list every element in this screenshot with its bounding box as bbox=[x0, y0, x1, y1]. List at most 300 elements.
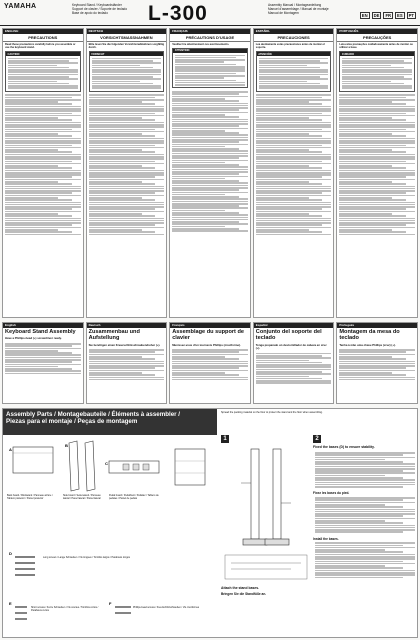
step-1-subheading: Bringen Sie die Standfüße an. bbox=[221, 592, 267, 597]
text-line bbox=[315, 482, 415, 484]
text-line bbox=[339, 199, 406, 201]
band-language: English bbox=[3, 323, 83, 328]
text-line bbox=[339, 97, 406, 99]
text-line bbox=[5, 129, 72, 131]
text-line bbox=[172, 134, 248, 136]
text-line bbox=[89, 176, 156, 178]
part-label-d: Long screws / Lange Schrauben / Vis longues / Tornillos largos / Parafusos longos bbox=[43, 556, 130, 559]
text-line bbox=[315, 574, 415, 576]
text-line bbox=[5, 151, 72, 153]
text-line bbox=[89, 186, 165, 188]
text-line bbox=[172, 189, 239, 191]
manual-title-line: Manuel d'assemblage / Manual de montaje bbox=[268, 7, 329, 12]
text-line bbox=[256, 231, 323, 233]
text-line bbox=[315, 545, 403, 547]
text-line bbox=[339, 361, 415, 363]
text-line bbox=[172, 358, 239, 360]
assembly-headings-band bbox=[2, 322, 418, 404]
text-line bbox=[5, 94, 81, 96]
band-item: Tenha à mão uma chave Phillips (cruz) (+). bbox=[339, 342, 396, 347]
caution-text bbox=[257, 56, 331, 91]
text-line bbox=[256, 97, 323, 99]
text-line bbox=[342, 81, 391, 83]
assembly-heading-fr bbox=[169, 322, 251, 404]
column-title: PRECAUÇÕES bbox=[337, 34, 417, 42]
text-line bbox=[342, 62, 412, 64]
text-line bbox=[339, 161, 406, 163]
text-line bbox=[89, 377, 165, 379]
assembly-heading-es bbox=[253, 322, 335, 404]
caution-box bbox=[172, 48, 248, 88]
text-line bbox=[172, 201, 248, 203]
text-line bbox=[315, 531, 403, 533]
text-line bbox=[5, 208, 72, 210]
text-line bbox=[175, 61, 224, 63]
text-line bbox=[172, 214, 248, 216]
text-line bbox=[92, 78, 162, 80]
assembly-heading-pt bbox=[336, 322, 418, 404]
subtitle-line: Keyboard Stand / Keyboardständer bbox=[72, 3, 122, 7]
text-line bbox=[5, 364, 81, 366]
step-number: 2 bbox=[313, 435, 321, 443]
caution-heading: ATTENTION bbox=[173, 49, 247, 53]
band-title: Keyboard Stand Assembly bbox=[5, 329, 76, 336]
text-line bbox=[256, 126, 332, 128]
text-line bbox=[256, 142, 332, 144]
text-line bbox=[259, 62, 329, 64]
manual-title-line: Manual de Montagem bbox=[268, 11, 299, 16]
lang-badge: ES bbox=[397, 13, 403, 18]
text-line bbox=[172, 379, 248, 381]
precautions-column-pt bbox=[336, 28, 418, 318]
text-line bbox=[256, 151, 323, 153]
text-line bbox=[256, 135, 323, 137]
text-line bbox=[315, 558, 415, 560]
text-line bbox=[89, 113, 156, 115]
text-line bbox=[339, 145, 406, 147]
precautions-columns bbox=[2, 28, 418, 318]
text-line bbox=[315, 479, 415, 481]
text-line bbox=[172, 166, 248, 168]
text-line bbox=[339, 218, 415, 220]
text-line bbox=[172, 150, 248, 152]
text-line bbox=[89, 367, 156, 369]
text-line bbox=[339, 170, 415, 172]
text-line bbox=[8, 87, 78, 89]
header bbox=[0, 0, 420, 26]
step-number: 1 bbox=[221, 435, 229, 443]
text-line bbox=[172, 144, 248, 146]
column-language: PORTUGUÊS bbox=[337, 29, 417, 34]
band-title: Montagem da mesa do teclado bbox=[339, 329, 400, 342]
manual-titles bbox=[268, 3, 329, 15]
text-line bbox=[339, 192, 406, 194]
text-line bbox=[339, 158, 415, 160]
text-line bbox=[5, 119, 72, 121]
text-line bbox=[89, 119, 156, 121]
precautions-column-en bbox=[2, 28, 84, 318]
step-3-text bbox=[313, 541, 417, 580]
text-line bbox=[5, 167, 72, 169]
caution-box bbox=[339, 51, 415, 91]
band-item: Tenga preparado un destornillador de cabeza en cruz (+). bbox=[255, 342, 327, 351]
text-line bbox=[172, 217, 248, 219]
text-line bbox=[339, 377, 415, 379]
text-line bbox=[172, 223, 248, 225]
text-line bbox=[256, 176, 323, 178]
model-number: L-300 bbox=[148, 2, 208, 25]
text-line bbox=[89, 358, 156, 360]
text-line bbox=[339, 142, 415, 144]
text-line bbox=[89, 199, 156, 201]
text-line bbox=[315, 472, 415, 474]
text-line bbox=[256, 199, 323, 201]
text-line bbox=[5, 103, 72, 105]
lang-badge: FR bbox=[385, 13, 392, 18]
column-language: ESPAÑOL bbox=[254, 29, 334, 34]
text-line bbox=[92, 65, 141, 67]
caution-heading: CAUTION bbox=[6, 52, 80, 56]
text-line bbox=[175, 80, 236, 82]
column-title: PRECAUTIONS bbox=[3, 34, 83, 42]
step-2-text-2 bbox=[313, 495, 417, 534]
text-line bbox=[5, 234, 81, 236]
caution-text bbox=[340, 56, 414, 91]
text-line bbox=[92, 62, 162, 64]
text-line bbox=[89, 218, 165, 220]
text-line bbox=[5, 224, 72, 226]
text-line bbox=[89, 215, 156, 217]
text-line bbox=[339, 234, 415, 236]
text-line bbox=[259, 65, 308, 67]
lang-badge: DE bbox=[373, 13, 380, 18]
text-line bbox=[175, 84, 245, 86]
part-label-c: Pedal board / Pedalbrett / Pédalier / Tablero de pedales / Painel de pedais bbox=[109, 494, 159, 500]
pedal-board-illustration bbox=[105, 461, 159, 473]
column-intro: Leia estas precauções cuidadosamente antes de montar ou utilizar a base. bbox=[339, 42, 413, 49]
text-line bbox=[89, 97, 156, 99]
manual-title-line: Assembly Manual / Montageanleitung bbox=[268, 3, 322, 7]
text-line bbox=[256, 208, 323, 210]
text-line bbox=[89, 126, 165, 128]
text-line bbox=[89, 110, 165, 112]
text-line bbox=[339, 135, 406, 137]
precautions-column-de bbox=[86, 28, 168, 318]
brand-logo: YAMAHA bbox=[4, 3, 37, 10]
text-line bbox=[256, 129, 323, 131]
text-line bbox=[5, 126, 81, 128]
part-label-a: Back board / Rückwand / Panneau arrière / Tablero posterior / Painel posterior bbox=[7, 494, 53, 500]
band-text bbox=[3, 341, 83, 376]
text-line bbox=[89, 234, 165, 236]
text-line bbox=[172, 182, 248, 184]
text-line bbox=[315, 577, 403, 579]
text-line bbox=[89, 103, 156, 105]
text-line bbox=[256, 234, 332, 236]
column-title: PRECAUCIONES bbox=[254, 34, 334, 42]
step-1-heading: Attach the stand bases. bbox=[221, 586, 260, 591]
text-line bbox=[259, 81, 308, 83]
text-line bbox=[172, 160, 248, 162]
text-line bbox=[5, 218, 81, 220]
text-line bbox=[5, 348, 81, 350]
text-line bbox=[315, 486, 403, 488]
text-line bbox=[315, 466, 415, 468]
band-title: Assemblage du support de clavier bbox=[172, 329, 244, 342]
text-line bbox=[256, 170, 332, 172]
text-line bbox=[339, 103, 406, 105]
assembly-title-line: Assembly Parts / Montagebauteile / Éléments à assembler / bbox=[6, 411, 181, 418]
text-line bbox=[256, 94, 332, 96]
assembly-heading-en bbox=[2, 322, 84, 404]
long-screws-illustration bbox=[9, 551, 35, 575]
text-line bbox=[256, 145, 323, 147]
text-line bbox=[172, 351, 239, 353]
text-line bbox=[172, 157, 239, 159]
text-line bbox=[5, 176, 72, 178]
caution-box bbox=[5, 51, 81, 91]
text-line bbox=[256, 103, 323, 105]
text-line bbox=[172, 93, 239, 95]
text-line bbox=[339, 379, 415, 381]
text-line bbox=[172, 116, 239, 118]
text-line bbox=[89, 145, 156, 147]
text-line bbox=[339, 351, 406, 353]
text-line bbox=[339, 231, 406, 233]
text-line bbox=[89, 170, 165, 172]
band-item: Sie benötigen einen Kreuzschlitzschraubendreher (+). bbox=[88, 342, 161, 347]
text-line bbox=[8, 78, 78, 80]
text-line bbox=[5, 215, 72, 217]
text-line bbox=[89, 142, 165, 144]
text-line bbox=[339, 208, 406, 210]
text-line bbox=[92, 71, 162, 73]
precautions-column-fr bbox=[169, 28, 251, 318]
text-line bbox=[172, 198, 248, 200]
text-line bbox=[256, 366, 332, 368]
text-line bbox=[315, 506, 403, 508]
lang-badge: EN bbox=[361, 13, 368, 18]
svg-text:B: B bbox=[65, 443, 68, 448]
assembly-parts-title bbox=[3, 409, 217, 435]
text-line bbox=[339, 358, 406, 360]
text-line bbox=[256, 215, 323, 217]
text-line bbox=[172, 192, 248, 194]
precautions-column-es bbox=[253, 28, 335, 318]
band-language: Deutsch bbox=[87, 323, 167, 328]
text-line bbox=[89, 135, 156, 137]
text-line bbox=[89, 167, 156, 169]
text-line bbox=[315, 551, 403, 553]
text-line bbox=[172, 100, 239, 102]
svg-text:A: A bbox=[9, 447, 12, 452]
text-line bbox=[339, 129, 406, 131]
text-line bbox=[256, 183, 323, 185]
text-line bbox=[89, 192, 156, 194]
band-text bbox=[254, 351, 334, 386]
column-intro: Lea atentamente estas precauciones antes de montar el soporte. bbox=[255, 42, 325, 49]
text-line bbox=[339, 113, 406, 115]
text-line bbox=[172, 125, 239, 127]
band-text bbox=[337, 348, 417, 383]
text-line bbox=[315, 509, 415, 511]
text-line bbox=[315, 454, 403, 456]
text-line bbox=[315, 525, 415, 527]
text-line bbox=[342, 65, 391, 67]
precautions-text bbox=[3, 93, 83, 237]
text-line bbox=[339, 186, 415, 188]
text-line bbox=[315, 463, 415, 465]
text-line bbox=[5, 186, 81, 188]
text-line bbox=[339, 183, 406, 185]
text-line bbox=[5, 192, 72, 194]
text-line bbox=[89, 231, 156, 233]
text-line bbox=[89, 208, 156, 210]
step-3-heading: Install the bases. bbox=[313, 536, 339, 541]
text-line bbox=[5, 110, 81, 112]
assembly-section bbox=[2, 408, 418, 638]
text-line bbox=[5, 370, 81, 372]
text-line bbox=[5, 183, 72, 185]
text-line bbox=[172, 367, 239, 369]
part-label-b: Side board / Seitenwand / Panneau latéral / Panel lateral / Painel lateral bbox=[63, 494, 101, 500]
text-line bbox=[175, 70, 245, 72]
text-line bbox=[92, 81, 141, 83]
precautions-text bbox=[337, 93, 417, 237]
band-text bbox=[170, 348, 250, 383]
text-line bbox=[256, 202, 332, 204]
text-line bbox=[259, 78, 329, 80]
side-board-illustration bbox=[65, 441, 95, 491]
text-line bbox=[256, 119, 323, 121]
text-line bbox=[256, 167, 323, 169]
text-line bbox=[339, 167, 406, 169]
text-line bbox=[339, 94, 415, 96]
text-line bbox=[339, 367, 406, 369]
text-line bbox=[172, 176, 248, 178]
column-language: ENGLISH bbox=[3, 29, 83, 34]
assembly-title-line: Piezas para el montaje / Peças de montagem bbox=[6, 418, 138, 426]
precautions-text bbox=[87, 93, 167, 237]
phillips-screws-illustration bbox=[109, 601, 131, 613]
text-line bbox=[175, 64, 236, 66]
caution-heading: CUIDADO bbox=[340, 52, 414, 56]
band-language: Português bbox=[337, 323, 417, 328]
text-line bbox=[339, 176, 406, 178]
column-intro: Veuillez lire attentivement ces avertissements. bbox=[172, 42, 230, 46]
text-line bbox=[89, 129, 156, 131]
step-2-text bbox=[313, 450, 417, 489]
text-line bbox=[172, 207, 248, 209]
svg-text:C: C bbox=[105, 461, 108, 466]
text-line bbox=[315, 561, 403, 563]
text-line bbox=[8, 62, 78, 64]
text-line bbox=[89, 224, 156, 226]
text-line bbox=[259, 87, 329, 89]
band-item: Munissez-vous d'un tournevis Phillips (cruciforme). bbox=[172, 342, 241, 347]
short-screws-illustration bbox=[9, 601, 27, 619]
text-line bbox=[5, 97, 72, 99]
text-line bbox=[89, 361, 165, 363]
band-text bbox=[87, 348, 167, 383]
text-line bbox=[92, 87, 162, 89]
back-board-illustration bbox=[9, 447, 53, 473]
subtitle-line: Support de clavier / Soporte de teclado bbox=[72, 7, 128, 12]
text-line bbox=[8, 65, 57, 67]
caution-text bbox=[6, 56, 80, 91]
text-line bbox=[256, 158, 332, 160]
text-line bbox=[89, 202, 165, 204]
text-line bbox=[172, 377, 248, 379]
text-line bbox=[256, 218, 332, 220]
column-language: DEUTSCH bbox=[87, 29, 167, 34]
text-line bbox=[172, 119, 248, 121]
text-line bbox=[5, 161, 72, 163]
text-line bbox=[5, 142, 81, 144]
caution-text bbox=[173, 53, 247, 88]
band-language: Français bbox=[170, 323, 250, 328]
assembly-heading-de bbox=[86, 322, 168, 404]
text-line bbox=[256, 161, 323, 163]
text-line bbox=[8, 71, 78, 73]
text-line bbox=[172, 109, 239, 111]
text-line bbox=[339, 126, 415, 128]
text-line bbox=[175, 77, 224, 79]
column-language: FRANÇAIS bbox=[170, 29, 250, 34]
caution-box bbox=[89, 51, 165, 91]
text-line bbox=[5, 145, 72, 147]
column-intro: Read these precautions carefully before you assemble or use the keyboard stand. bbox=[5, 42, 76, 49]
text-line bbox=[339, 110, 415, 112]
product-subtitles bbox=[72, 3, 127, 15]
text-line bbox=[5, 354, 81, 356]
lang-badge: PT bbox=[408, 13, 414, 18]
text-line bbox=[315, 515, 403, 517]
text-line bbox=[89, 183, 156, 185]
text-line bbox=[8, 81, 57, 83]
text-line bbox=[256, 357, 332, 359]
step-2-subheading: Fixez les bases du pied. bbox=[313, 491, 350, 496]
text-line bbox=[172, 141, 239, 143]
text-line bbox=[172, 173, 239, 175]
band-title: Conjunto del soporte del teclado bbox=[255, 329, 322, 342]
text-line bbox=[342, 71, 412, 73]
text-line bbox=[89, 374, 156, 376]
text-line bbox=[256, 373, 332, 375]
text-line bbox=[259, 71, 329, 73]
text-line bbox=[342, 87, 412, 89]
svg-text:F: F bbox=[109, 601, 112, 606]
text-line bbox=[89, 161, 156, 163]
part-label-f: Phillips-head screws / Kreuzschlitzschrauben / Vis cruciformes bbox=[133, 606, 200, 609]
text-line bbox=[89, 158, 165, 160]
text-line bbox=[5, 231, 72, 233]
text-line bbox=[256, 360, 309, 362]
text-line bbox=[89, 379, 165, 381]
text-line bbox=[5, 170, 81, 172]
column-intro: Bitte lesen Sie die folgenden Vorsichtsmaßnahmen sorgfältig durch. bbox=[88, 42, 165, 49]
text-line bbox=[175, 55, 245, 57]
text-line bbox=[89, 151, 156, 153]
text-line bbox=[315, 457, 415, 459]
precautions-text bbox=[254, 93, 334, 237]
caution-box bbox=[256, 51, 332, 91]
step-2-heading: Fixed the bases (D) to ensure stability. bbox=[313, 445, 375, 449]
text-line bbox=[315, 522, 403, 524]
text-line bbox=[5, 345, 72, 347]
text-line bbox=[256, 382, 332, 384]
column-title: VORSICHTSMASSNAHMEN bbox=[87, 34, 167, 42]
